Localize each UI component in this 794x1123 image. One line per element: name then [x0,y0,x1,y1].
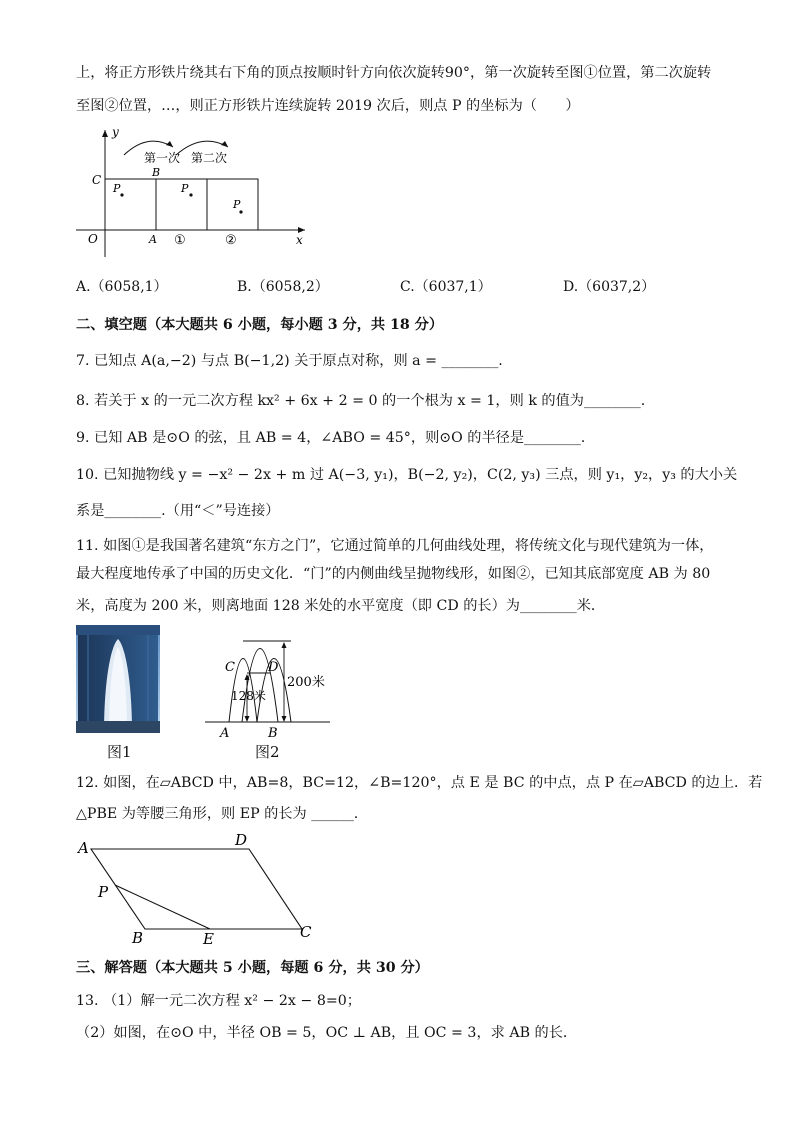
point-b-label: B [268,726,278,740]
q6-text-line2: 至图②位置，…，则正方形铁片连续旋转 2019 次后，则点 P 的坐标为（ ） [76,98,580,114]
q11-text-line2: 最大程度地传承了中国的历史文化．“门”的内侧曲线呈抛物线形，如图②，已知其底部宽度 AB 为 80 [76,566,711,582]
q6-option-d: D.（6037,2） [563,279,656,295]
q10-text-line1: 10. 已知抛物线 y = −x² − 2x + m 过 A(−3, y₁)，B(−2, y₂)，C(2, y₃) 三点，则 y₁，y₂，y₃ 的大小关 [76,467,738,483]
point-p [120,193,123,196]
segment-pe [115,885,210,929]
q11-text-line1: 11. 如图①是我国著名建筑“东方之门”，它通过简单的几何曲线处理，将传统文化与现代建筑为一体， [76,538,714,554]
point-d-label: D [268,660,279,675]
vertex-b-label: B [152,166,161,179]
origin-label: O [88,232,98,246]
q12-text-line1: 12. 如图，在▱ABCD 中，AB=8，BC=12，∠B=120°，点 E 是 BC 的中点，点 P 在▱ABCD 的边上．若 [76,775,763,791]
vertex-d-label: D [235,831,248,849]
q8-text: 8. 若关于 x 的一元二次方程 kx² + 6x + 2 = 0 的一个根为 x = 1，则 k 的值为________. [76,393,646,409]
q12-text-line2: △PBE 为等腰三角形，则 EP 的长为 ______. [76,806,359,822]
position-1-label: ① [174,233,186,248]
arrow-2-label: 第二次 [191,151,228,165]
point-p1-label: P [181,182,189,195]
figure-2-caption: 图2 [255,743,280,761]
position-2-label: ② [225,233,237,248]
vertex-a-label: A [149,233,157,246]
arrow-1-label: 第一次 [144,151,181,165]
q6-text-line1: 上，将正方形铁片绕其右下角的顶点按顺时针方向依次旋转90°，第一次旋转至图①位置，第二次旋转 [76,65,712,81]
q13-text-line1: 13. （1）解一元二次方程 x² − 2x − 8=0； [76,993,361,1009]
point-p-label: P [98,883,109,901]
vertex-c-label: C [92,173,102,187]
q11-text-line3: 米，高度为 200 米，则离地面 128 米处的水平宽度（即 CD 的长）为________米． [76,598,606,614]
q10-text-line2: 系是________.（用“＜”号连接） [76,503,280,519]
arrow-head-1-icon [166,141,173,147]
point-c-label: C [225,660,235,675]
q6-option-c: C.（6037,1） [400,279,492,295]
parallelogram-diagram [70,828,325,948]
x-axis-label: x [296,233,303,247]
y-axis-arrow-icon [102,130,108,137]
point-a-label: A [220,726,230,740]
parabola-gate-diagram [200,630,335,740]
point-p1 [189,193,192,196]
height-200-label: 200米 [287,675,325,690]
q6-option-b: B.（6058,2） [237,279,329,295]
vertex-b-label: B [132,929,144,947]
q7-text: 7. 已知点 A(a,−2) 与点 B(−1,2) 关于原点对称，则 a = ________. [76,353,503,369]
point-p2 [239,210,242,213]
point-p-label: P [113,182,121,195]
point-e-label: E [203,930,214,948]
section-2-heading: 二、填空题（本大题共 6 小题，每小题 3 分，共 18 分） [76,317,444,333]
q9-text: 9. 已知 AB 是⊙O 的弦，且 AB = 4，∠ABO = 45°，则⊙O 的半径是________. [76,430,586,446]
q13-text-line2: （2）如图，在⊙O 中，半径 OB = 5，OC ⊥ AB，且 OC = 3，求 AB 的长． [76,1025,578,1041]
section-3-heading: 三、解答题（本大题共 5 小题，每题 6 分，共 30 分） [76,960,429,976]
y-axis-label: y [112,125,119,139]
figure-1-caption: 图1 [107,743,132,761]
q6-rotation-figure [70,122,320,262]
point-p2-label: P [233,198,241,211]
arrow-head-2-icon [221,141,228,147]
height-128-label: 128米 [231,689,266,703]
vertex-a-label: A [78,839,89,857]
vertex-c-label: C [300,923,312,941]
q6-option-a: A.（6058,1） [76,279,168,295]
gate-of-orient-photo [76,625,160,733]
